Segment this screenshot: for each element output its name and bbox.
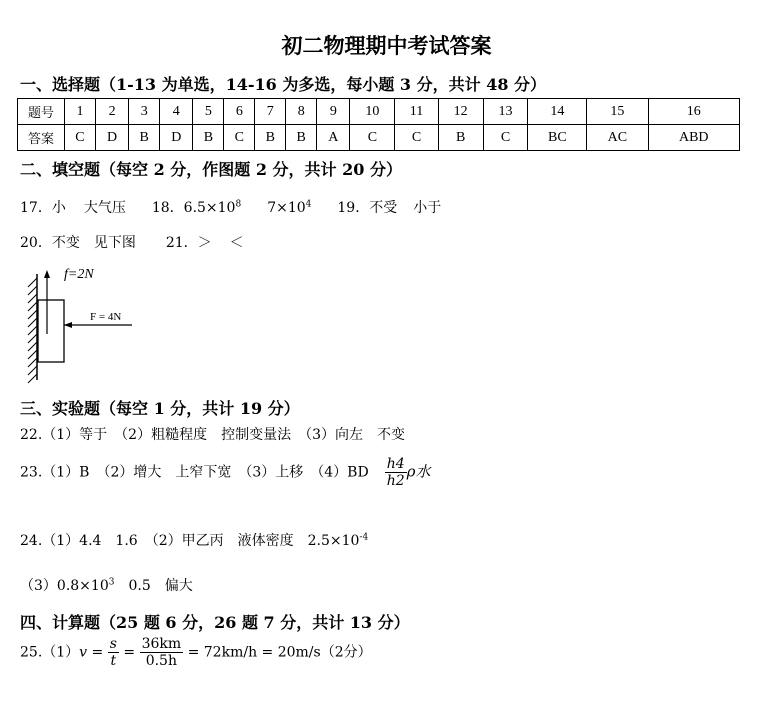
table-cell: B xyxy=(255,125,286,151)
table-cell: B xyxy=(129,125,160,151)
table-cell: 11 xyxy=(395,99,438,125)
table-cell: 4 xyxy=(160,99,193,125)
answer-18b: 7×10 xyxy=(267,200,306,216)
fill-line-17-19 xyxy=(20,197,441,217)
table-cell: 8 xyxy=(286,99,317,125)
velocity-symbol: v xyxy=(79,644,88,661)
table-cell: 13 xyxy=(483,99,528,125)
section-4-heading: 四、计算题（25 题 6 分，26 题 7 分，共计 13 分） xyxy=(20,613,410,632)
table-cell: 6 xyxy=(224,99,255,125)
table-cell: 15 xyxy=(587,99,648,125)
section-1-heading: 一、选择题（1-13 为单选，14-16 为多选，每小题 3 分，共计 48 分） xyxy=(20,75,547,94)
table-cell: 5 xyxy=(193,99,224,125)
rho-water: ρ水 xyxy=(406,462,431,481)
exp-line-24-3 xyxy=(20,575,193,595)
table-cell: C xyxy=(65,125,96,151)
exp-line-24 xyxy=(20,530,368,550)
answer-17b: 大气压 xyxy=(83,200,126,216)
force-diagram xyxy=(20,262,150,384)
answer-25-label: 25.（1） xyxy=(20,644,80,661)
fraction-h4-h2 xyxy=(385,456,407,489)
row-label-answer: 答案 xyxy=(18,125,65,151)
denominator: t xyxy=(110,653,117,669)
wall-hatching xyxy=(28,278,37,383)
exp-line-23 xyxy=(20,456,430,489)
answer-19: 19．不受 xyxy=(337,200,398,216)
table-cell: 12 xyxy=(438,99,483,125)
block xyxy=(38,300,64,362)
answer-23: 23.（1）B （2）增大 上窄下宽 （3）上移 （4）BD xyxy=(20,464,369,481)
exponent: 3 xyxy=(108,577,115,588)
fraction-36km-05h xyxy=(140,636,184,669)
fill-line-20-21 xyxy=(20,232,244,252)
answer-21b: ＜ xyxy=(229,235,244,251)
table-cell: 1 xyxy=(65,99,96,125)
fraction-s-t xyxy=(108,636,119,669)
exponent: -4 xyxy=(359,532,369,543)
push-force-label: F = 4N xyxy=(90,311,122,323)
answer-24: 24.（1）4.4 1.6 （2）甲乙丙 液体密度 xyxy=(20,533,308,549)
denominator: 0.5h xyxy=(145,653,177,669)
table-cell: C xyxy=(350,125,395,151)
answer-17: 17．小 xyxy=(20,200,66,216)
table-cell: D xyxy=(160,125,193,151)
question-number-row xyxy=(18,99,740,125)
answer-20b: 见下图 xyxy=(93,235,136,251)
answer-24-value: 2.5×10 xyxy=(307,533,360,549)
table-cell: 9 xyxy=(317,99,350,125)
page-title: 初二物理期中考试答案 xyxy=(281,33,492,58)
answer-24-3-rest: 0.5 偏大 xyxy=(114,578,193,594)
answer-table xyxy=(17,98,740,151)
answer-24-3-label: （3） xyxy=(20,578,57,594)
table-cell: 2 xyxy=(95,99,128,125)
table-cell: 7 xyxy=(255,99,286,125)
answer-24-3-value: 0.8×10 xyxy=(56,578,109,594)
numerator: s xyxy=(109,636,117,652)
arrow-head-up xyxy=(44,270,50,278)
table-cell: C xyxy=(224,125,255,151)
table-cell: C xyxy=(483,125,528,151)
table-cell: 10 xyxy=(350,99,395,125)
answer-25-result: = 72km/h = 20m/s（2分） xyxy=(187,644,372,661)
table-cell: C xyxy=(395,125,438,151)
row-label-number: 题号 xyxy=(18,99,65,125)
denominator: h2 xyxy=(386,473,405,489)
table-cell: D xyxy=(95,125,128,151)
table-cell: AC xyxy=(587,125,648,151)
exponent: 8 xyxy=(235,199,242,210)
answer-18a: 6.5×10 xyxy=(183,200,236,216)
answer-18-label: 18． xyxy=(151,200,184,216)
calc-line-25: 25.（1）v = $\frac{s}{t}$ = $\frac{36km}{0.5h}$ = 72km/h = 20m/s（2分） xyxy=(20,636,372,669)
table-cell: ABD xyxy=(648,125,740,151)
answer-21: 21．＞ xyxy=(165,235,212,251)
table-cell: B xyxy=(193,125,224,151)
section-3-heading: 三、实验题（每空 1 分，共计 19 分） xyxy=(20,399,300,418)
table-cell: B xyxy=(438,125,483,151)
answer-19b: 小于 xyxy=(413,200,442,216)
exp-line-22: 22.（1）等于 （2）粗糙程度 控制变量法 （3）向左 不变 xyxy=(20,427,405,443)
table-cell: 16 xyxy=(648,99,740,125)
section-2-heading: 二、填空题（每空 2 分，作图题 2 分，共计 20 分） xyxy=(20,160,402,179)
answer-20: 20．不变 xyxy=(20,235,80,251)
numerator: 36km xyxy=(141,636,182,652)
friction-label: f=2N xyxy=(64,267,94,282)
table-cell: 3 xyxy=(129,99,160,125)
table-cell: A xyxy=(317,125,350,151)
table-cell: 14 xyxy=(528,99,587,125)
answer-row xyxy=(18,125,740,151)
exponent: 4 xyxy=(305,199,312,210)
table-cell: BC xyxy=(528,125,587,151)
table-cell: B xyxy=(286,125,317,151)
numerator: h4 xyxy=(386,456,405,472)
arrow-head-left xyxy=(64,322,72,328)
